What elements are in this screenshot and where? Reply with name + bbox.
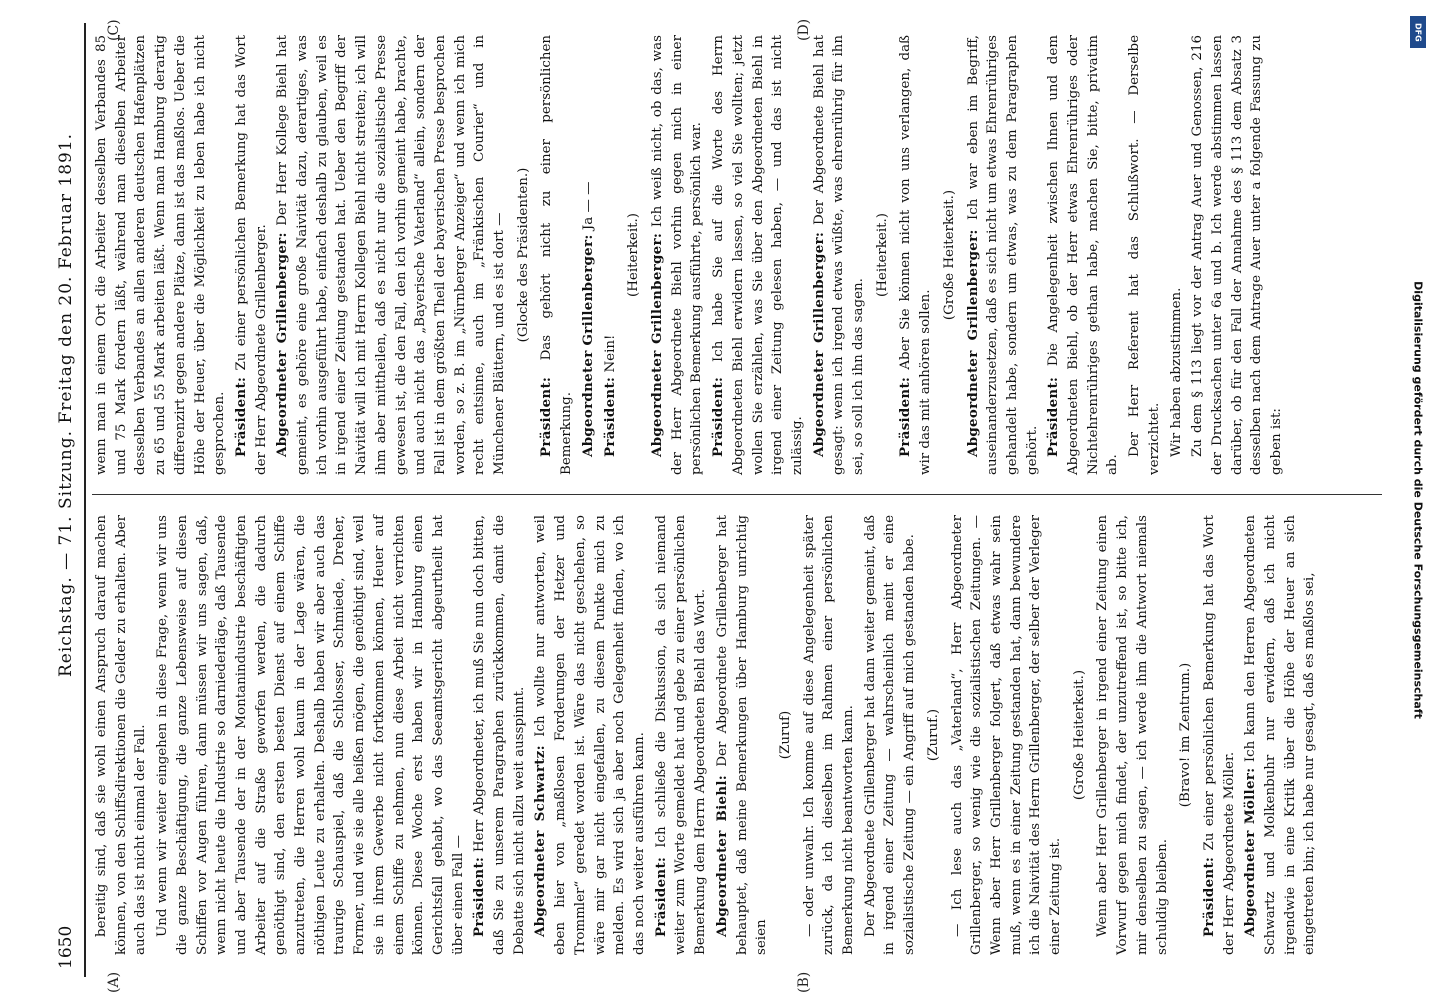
digitization-note: Digitalisierung gefördert durch die Deutsche Forschungsgemeinschaft: [1411, 281, 1425, 719]
margin-letter-b: (B): [796, 971, 812, 993]
paragraph: [1200, 515, 1239, 955]
paragraph: [1167, 35, 1187, 475]
paragraph-text: wenn man in einem Ort die Arbeiter desselben Verbandes 85 und 75 Mark fordern läßt, während man dieselben Arbeiter desselben Verbandes an allen anderen deutschen Hafenplätzen zu 65 und 55 Mark arbeiten läßt. Wenn man Hamburg derartig differenzirt gegen andere Plätze, dann ist das maßlos. Ueber die Höhe der Heuer, über die Möglichkeit zu leben habe ich nicht gesprochen.: [94, 35, 228, 475]
paragraph-text: Aber Sie können nicht von uns verlangen, daß wir das mit anhören sollen.: [898, 35, 934, 475]
right-column: [92, 35, 1289, 475]
paragraph-text: (Große Heiterkeit.): [941, 189, 957, 321]
interjection: [1176, 515, 1196, 955]
rotated-page: [36, 5, 1406, 995]
paragraph: [948, 515, 1066, 955]
paragraph-text: (Zuruf): [777, 710, 793, 760]
speaker-label: Präsident:: [232, 376, 249, 457]
interjection: [624, 35, 644, 475]
paragraph: [579, 35, 599, 475]
paragraph-text: — Ich lese auch das „Vaterland“, Herr Abgeordneter Grillenberger, so wenig wie die sozialistischen Zeitungen. — Wenn aber Herr Grillenberger folgert, daß etwas wahr sein muß, wenn es in einer Zeitung gestanden hat, dann bewundere ich die Naivität des Herrn Grillenberger, der selber der Verleger einer Zeitung ist.: [949, 515, 1064, 955]
column-divider: [92, 494, 1382, 495]
interjection: [514, 35, 534, 475]
paragraph: [1241, 515, 1320, 955]
speaker-label: Abgeordneter Möller:: [1242, 767, 1259, 937]
paragraph-text: (Heiterkeit.): [626, 213, 642, 297]
speaker-label: Präsident:: [471, 856, 488, 937]
speaker-label: Abgeordneter Grillenberger:: [810, 231, 827, 457]
paragraph: [92, 515, 151, 955]
paragraph-text: Und wenn wir weiter eingehen in diese Frage, wenn wir uns die ganze Beschäftigung, die ganze Lebensweise auf diesen Schiffen vor Augen führen, dann müssen wir uns sagen, daß, wenn nicht heute die Industrie so darniederläge, daß Tausende und aber Tausende der in der Montanindustrie beschäftigten Arbeiter auf die Straße geworfen werden, die dadurch genöthigt sind, den ersten besten Dienst auf einem Schiffe anzutreten, die Herren wohl kaum in der Lage wären, die nöthigen Leute zu erhalten. Deshalb haben wir aber auch das traurige Schauspiel, daß die Schlosser, Schmiede, Dreher, Former, und wie sie alle heißen mögen, die genöthigt sind, weil sie in ihrem Gewerbe nicht fortkommen können, Heuer auf einem Schiffe zu nehmen, nun diese Arbeit nicht verrichten können. Diese Woche erst haben wir in Hamburg einen Gerichtsfall gehabt, wo das Seeamtsgericht abgeurtheilt hat über einen Fall —: [155, 515, 466, 955]
paragraph-text: Der Herr Referent hat das Schlußwort. — Derselbe verzichtet.: [1127, 35, 1162, 475]
interjection: [924, 515, 944, 955]
paragraph: [1093, 515, 1172, 955]
paragraph-text: Der Abgeordnete Grillenberger hat behauptet, daß meine Bemerkungen über Hamburg unrichtig seien: [714, 515, 770, 955]
paragraph: [232, 35, 271, 475]
margin-letter-a: (A): [106, 971, 122, 993]
speaker-label: Abgeordneter Grillenberger:: [964, 229, 981, 457]
paragraph-text: Zu einer persönlichen Bemerkung hat das Wort der Herr Abgeordnete Grillenberger.: [233, 35, 269, 475]
interjection: [1070, 515, 1090, 955]
paragraph-text: Der Abgeordnete Grillenberger hat dann weiter gemeint, daß in irgend einer Zeitung — wahrscheinlich meint er eine sozialistische Zeitung — ein Angriff auf mich gestanden habe.: [862, 515, 918, 955]
interjection: [873, 35, 893, 475]
paragraph: [1125, 35, 1164, 475]
paragraph-text: Der Abgeordnete Biehl hat gesagt: wenn ich irgend etwas wüßte, was ehrenrührig für ihn sei, so soll ich ihn das sagen.: [811, 35, 867, 475]
paragraph: [601, 35, 621, 475]
speaker-label: Präsident:: [652, 856, 669, 937]
paragraph: [1044, 35, 1123, 475]
paragraph-text: Wir haben abzustimmen.: [1168, 287, 1184, 457]
speaker-label: Abgeordneter Grillenberger:: [579, 234, 596, 457]
paragraph: [652, 515, 711, 955]
paragraph: [810, 35, 869, 475]
paragraph-text: Ja — —: [580, 181, 596, 235]
paragraph-text: Ich schließe die Diskussion, da sich niemand weiter zum Worte gemeldet hat und gebe zu einer persönlichen Bemerkung dem Herrn Abgeordneten Biehl das Wort.: [653, 515, 709, 955]
paragraph: [713, 515, 772, 955]
paragraph-text: (Zuruf.): [925, 708, 941, 762]
paragraph-text: (Bravo! im Zentrum.): [1178, 662, 1194, 808]
paragraph-text: Das gehört nicht zu einer persönlichen Bemerkung.: [539, 35, 575, 475]
paragraph-text: — oder unwahr. Ich komme auf diese Angelegenheit später zurück, da ich dieselben im Rahmen einer persönlichen Bemerkung nicht beantworten kann.: [801, 515, 857, 955]
paragraph: [648, 35, 707, 475]
paragraph: [273, 35, 509, 475]
left-column: [92, 515, 1322, 955]
paragraph-text: Ich kann den Herren Abgeordneten Schwartz und Molkenbuhr nur erwidern, daß ich nicht irgendwie in eine Kritik über die Höhe der Heuer an sich eingetreten bin; ich habe nur gesagt, daß es maßlos sei,: [1243, 515, 1318, 955]
speaker-label: Abgeordneter Biehl:: [713, 774, 730, 937]
speaker-label: Abgeordneter Schwartz:: [532, 745, 549, 937]
page-header: [50, 23, 86, 977]
speaker-label: Präsident:: [538, 376, 555, 457]
speaker-label: Präsident:: [1200, 856, 1217, 937]
speaker-label: Präsident:: [897, 376, 914, 457]
paragraph-text: Die Angelegenheit zwischen Ihnen und dem Abgeordneten Biehl, ob der Herr etwas Ehrenrühriges oder Nichtehrenrühriges gethan habe, machen Sie, bitte, privatim ab.: [1046, 35, 1121, 475]
paragraph-text: Nein!: [602, 334, 618, 377]
page-number: 1650: [56, 925, 76, 969]
paragraph: [531, 515, 649, 955]
paragraph-text: Ich habe Sie auf die Worte des Herrn Abgeordneten Biehl erwidern lassen, so viel Sie wollten; jetzt wollen Sie erzählen, was Sie über den Abgeordneten Biehl in irgend einer Zeitung gelesen haben, — und das ist nicht zulässig.: [711, 35, 805, 475]
paragraph: [92, 35, 230, 475]
paragraph: [964, 35, 1043, 475]
speaker-label: Präsident:: [710, 376, 727, 457]
paragraph: [537, 35, 576, 475]
paragraph: [1188, 35, 1287, 475]
paragraph: [861, 515, 920, 955]
running-title: Reichstag. — 71. Sitzung. Freitag den 20. Februar 1891.: [56, 132, 76, 677]
paragraph-text: Zu dem § 113 liegt vor der Antrag Auer und Genossen, 216 der Drucksachen unter 6a und b. Ich werde abstimmen lassen darüber, ob für den Fall der Annahme des § 113 dem Absatz 3 desselben nach dem Antrage Auer unter a folgende Fassung zu geben ist:: [1190, 35, 1285, 475]
paragraph-text: Herr Abgeordneter, ich muß Sie nun doch bitten, daß Sie zu unserem Paragraphen zurückkommen, damit die Debatte sich nicht allzu weit ausspinnt.: [472, 515, 527, 955]
speaker-label: Präsident:: [1045, 376, 1062, 457]
interjection: [940, 35, 960, 475]
margin-letter-d: (D): [796, 18, 812, 41]
margin-letter-c: (C): [106, 19, 122, 41]
paragraph-text: Ich weiß nicht, ob das, was der Herr Abgeordnete Biehl vorhin gegen mich in einer persönlichen Bemerkung ausführte, persönlich war.: [649, 35, 705, 475]
paragraph-text: Der Herr Kollege Biehl hat gemeint, es gehöre eine große Naivität dazu, derartiges, was ich vorhin ausgeführt habe, einfach deshalb zu glauben, weil es in irgend einer Zeitung gestanden hat. Ueber den Begriff der Naivität will ich mit Herrn Kollegen Biehl nicht streiten; ich will ihm aber mittheilen, daß es nicht nur die sozialistische Presse gewesen ist, die den Fall, den ich vorhin gemeint habe, brachte, und auch nicht das „Bayerische Vaterland“ allein, sondern der Fall ist in dem größten Theil der bayerischen Presse besprochen worden, so z. B. im „Nürnberger Anzeiger“ und wenn ich mich recht entsinne, auch im „Fränkischen Courier“ und in Münchener Blättern, und es ist dort —: [275, 35, 508, 475]
dfg-logo: DFG: [1410, 16, 1426, 48]
interjection: [776, 515, 796, 955]
paragraph: [896, 35, 935, 475]
paragraph-text: Ich wollte nur antworten, weil eben hier von „maßlosen Forderungen der Hetzer und Trommler“ geredet worden ist. Wäre das nicht geschehen, so wäre mir gar nicht eingefallen, zu diesem Punkte mich zu melden. Es wird sich ja aber noch Gelegenheit finden, wo ich das noch weiter ausführen kann.: [533, 514, 647, 955]
paragraph-text: Ich war eben im Begriff, auseinanderzusetzen, daß es sich nicht um etwas Ehrenrühriges gehandelt habe, sondern um etwas, was zu dem Paragraphen gehört.: [965, 35, 1040, 475]
paragraph: [800, 515, 859, 955]
paragraph-text: (Glocke des Präsidenten.): [515, 167, 531, 343]
paragraph: [470, 515, 529, 955]
paragraph-text: Wenn aber Herr Grillenberger in irgend einer Zeitung einen Vorwurf gegen mich findet, der unzutreffend ist, so bitte ich, mir denselben zu sagen, — ich werde ihm die Antwort niemals schuldig bleiben.: [1095, 515, 1170, 955]
speaker-label: Abgeordneter Grillenberger:: [648, 232, 665, 457]
speaker-label: Abgeordneter Grillenberger:: [274, 232, 291, 457]
paragraph: [153, 515, 468, 955]
paragraph-text: Zu einer persönlichen Bemerkung hat das Wort der Herr Abgeordnete Möller.: [1201, 515, 1237, 955]
paragraph-text: (Heiterkeit.): [874, 213, 890, 297]
speaker-label: Präsident:: [601, 376, 618, 457]
paragraph-text: (Große Heiterkeit.): [1071, 669, 1087, 801]
paragraph: [709, 35, 808, 475]
paragraph-text: bereitig sind, daß sie wohl einen Anspruch darauf machen können, von den Schiffsdirektionen die Gelder zu erhalten. Aber auch das ist nicht einmal der Fall.: [94, 515, 149, 955]
